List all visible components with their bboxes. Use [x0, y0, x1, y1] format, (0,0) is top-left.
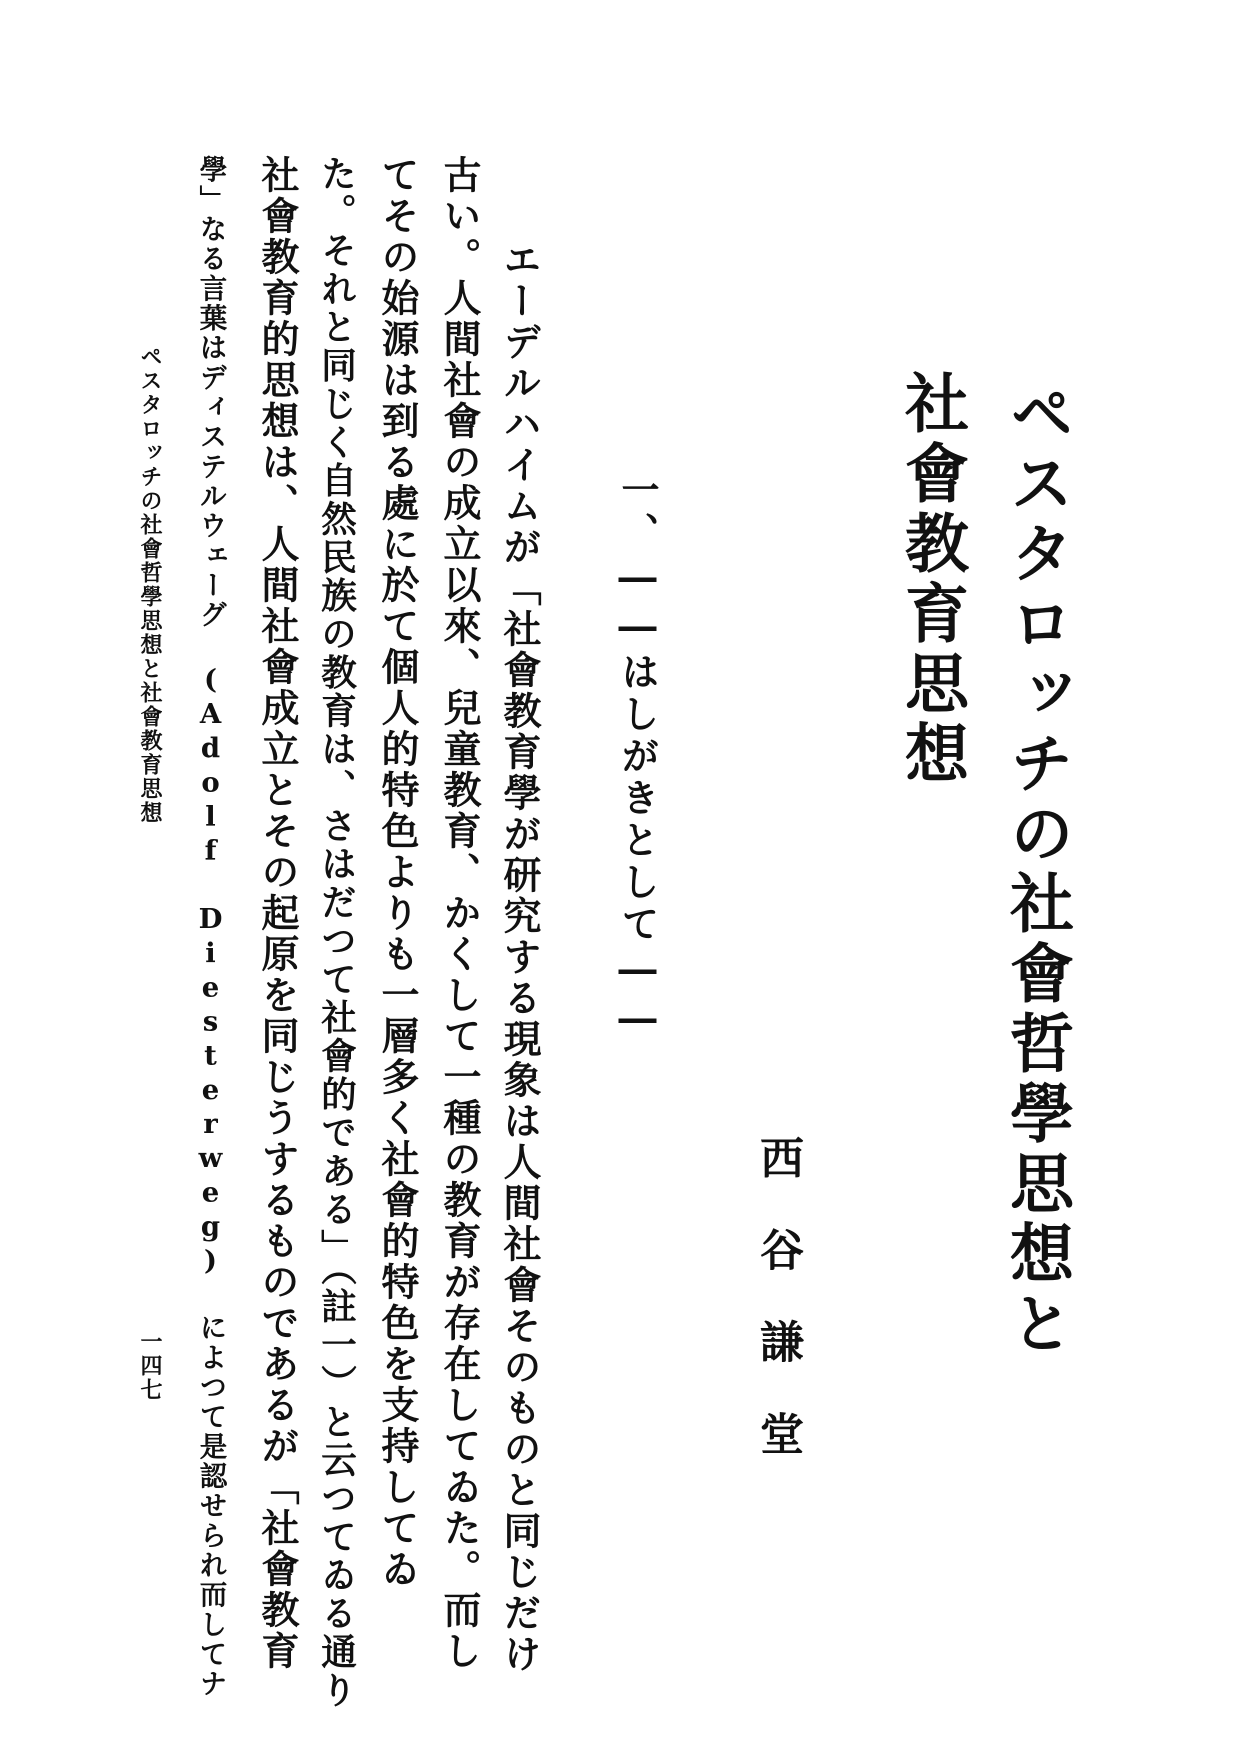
body-line-3: てその始源は到る處に於て個人的特色よりも一層多く社會的特色を支持してゐ: [375, 155, 420, 1590]
body-line-6: 學」なる言葉はディステルウェーグ (Adolf Diesterweg) によつて是認せられ而してナ: [194, 155, 227, 1699]
section-heading: 一、――はしがきとして――: [615, 470, 660, 1044]
article-title-line-1: ペスタロッチの社會哲學思想と: [999, 380, 1074, 1360]
body-line-5: 社會教育的思想は、人間社會成立とその起原を同じうするものであるが「社會教育: [255, 155, 300, 1672]
body-line-4: た。それと同じく自然民族の教育は、さはだつて社會的である」（註一）と云つてゐる通り: [315, 155, 357, 1710]
article-title-line-2: 社會教育思想: [894, 370, 969, 790]
author-name: 西谷謙堂: [752, 1135, 803, 1503]
page-number: 一四七: [137, 1330, 163, 1402]
body-line-1: エーデルハイムが「社會教育學が研究する現象は人間社會そのものと同じだけ: [497, 240, 542, 1675]
running-title: ペスタロッチの社會哲學思想と社會教育思想: [137, 345, 163, 825]
body-line-2: 古い。人間社會の成立以來、兒童教育、かくして一種の教育が存在してゐた。而し: [437, 155, 482, 1672]
